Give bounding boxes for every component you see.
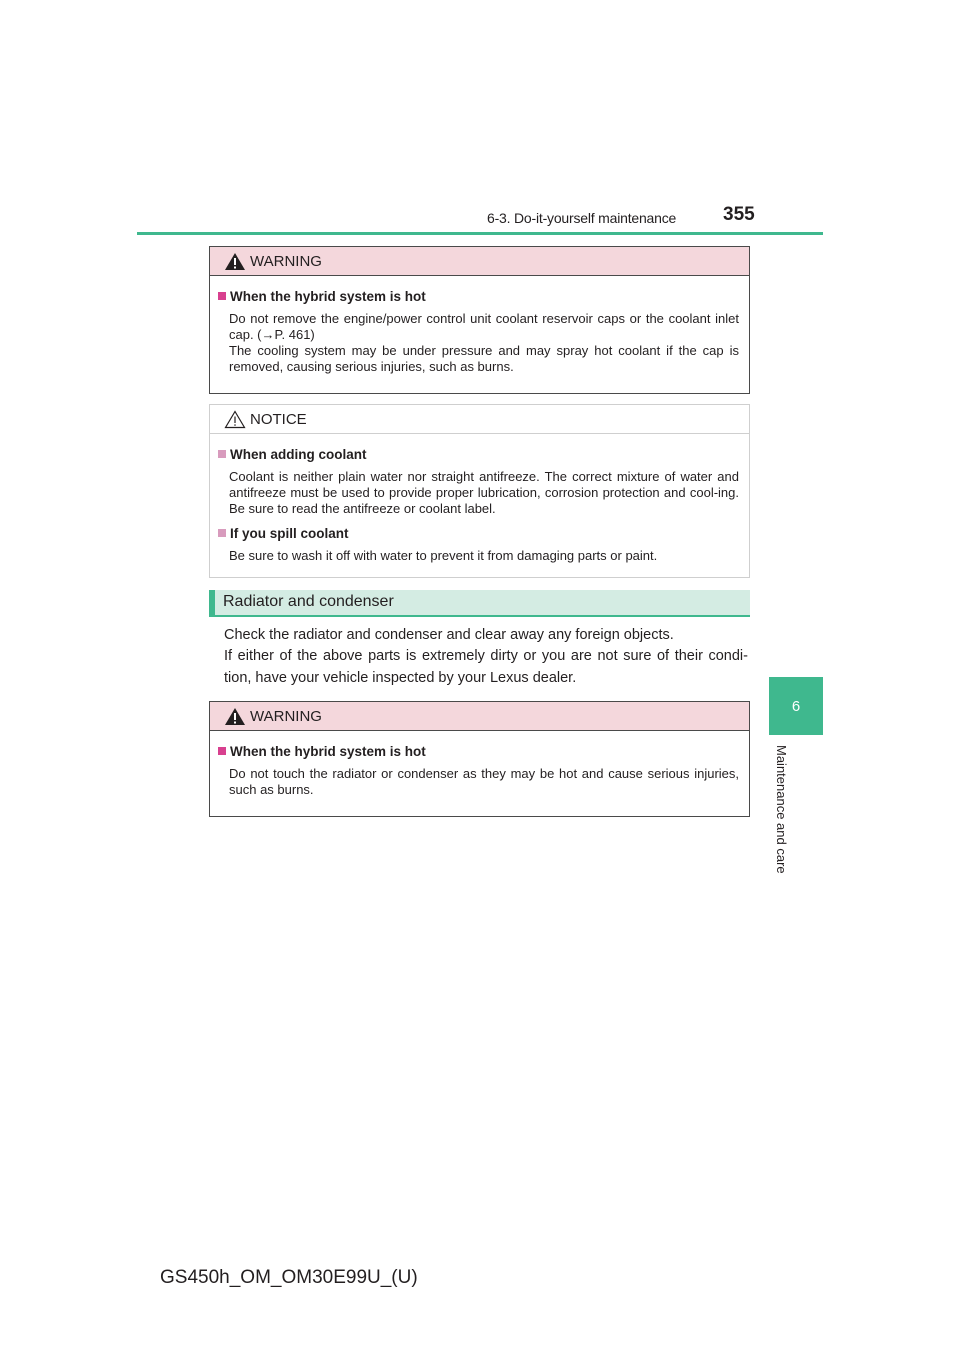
square-bullet-icon xyxy=(218,450,226,458)
warning-heading: WARNING xyxy=(250,708,322,725)
section-heading-bar xyxy=(209,590,750,617)
notice-item-title: If you spill coolant xyxy=(218,525,739,543)
chapter-tab xyxy=(769,677,823,735)
warning-header xyxy=(210,247,749,276)
warning-triangle-icon xyxy=(224,707,246,726)
notice-item-title: When adding coolant xyxy=(218,446,739,464)
square-bullet-icon xyxy=(218,747,226,755)
warning-item-text: The cooling system may be under pressure and may spray hot coolant if the cap is removed, causing serious injuries, such as burns. xyxy=(229,343,739,374)
chapter-label: Maintenance and care xyxy=(774,745,789,874)
notice-item-text: Be sure to wash it off with water to prevent it from damaging parts or paint. xyxy=(229,548,658,563)
caution-triangle-icon xyxy=(224,410,246,429)
warning-box-hybrid-hot xyxy=(209,246,750,394)
body-paragraph: If either of the above parts is extremely dirty or you are not sure of their condi-tion, have your vehicle inspected by your Lexus dealer. xyxy=(224,648,748,686)
notice-header xyxy=(210,405,749,434)
section-accent xyxy=(209,590,215,615)
chapter-number: 6 xyxy=(791,697,801,715)
notice-box-coolant xyxy=(209,404,750,578)
warning-item-title: When the hybrid system is hot xyxy=(218,743,739,761)
page-number: 355 xyxy=(723,204,755,225)
square-bullet-icon xyxy=(218,529,226,537)
warning-body xyxy=(210,731,749,816)
warning-header xyxy=(210,702,749,731)
square-bullet-icon xyxy=(218,292,226,300)
warning-item-text: Do not touch the radiator or condenser as they may be hot and cause serious injuries, such as burns. xyxy=(229,766,739,797)
warning-body xyxy=(210,276,749,393)
header-rule xyxy=(137,232,823,235)
notice-heading: NOTICE xyxy=(250,411,307,428)
warning-item-title: When the hybrid system is hot xyxy=(218,288,739,306)
document-code: GS450h_OM_OM30E99U_(U) xyxy=(160,1267,418,1288)
section-title: Radiator and condenser xyxy=(223,593,394,610)
warning-item-text: Do not remove the engine/power control unit coolant reservoir caps or the coolant inlet cap. (→P. 461) xyxy=(229,311,739,342)
warning-triangle-icon xyxy=(224,252,246,271)
header-section-title: 6-3. Do-it-yourself maintenance xyxy=(487,210,677,226)
warning-heading: WARNING xyxy=(250,253,322,270)
notice-body xyxy=(210,434,749,582)
warning-box-radiator-hot xyxy=(209,701,750,817)
body-paragraph: Check the radiator and condenser and clear away any foreign objects. xyxy=(224,627,674,643)
notice-item-text: Coolant is neither plain water nor straight antifreeze. The correct mixture of water and antifreeze must be used to provide proper lubrication, corrosion protection and cool-ing. Be sure to read the antifreeze or coolant label. xyxy=(229,469,739,516)
